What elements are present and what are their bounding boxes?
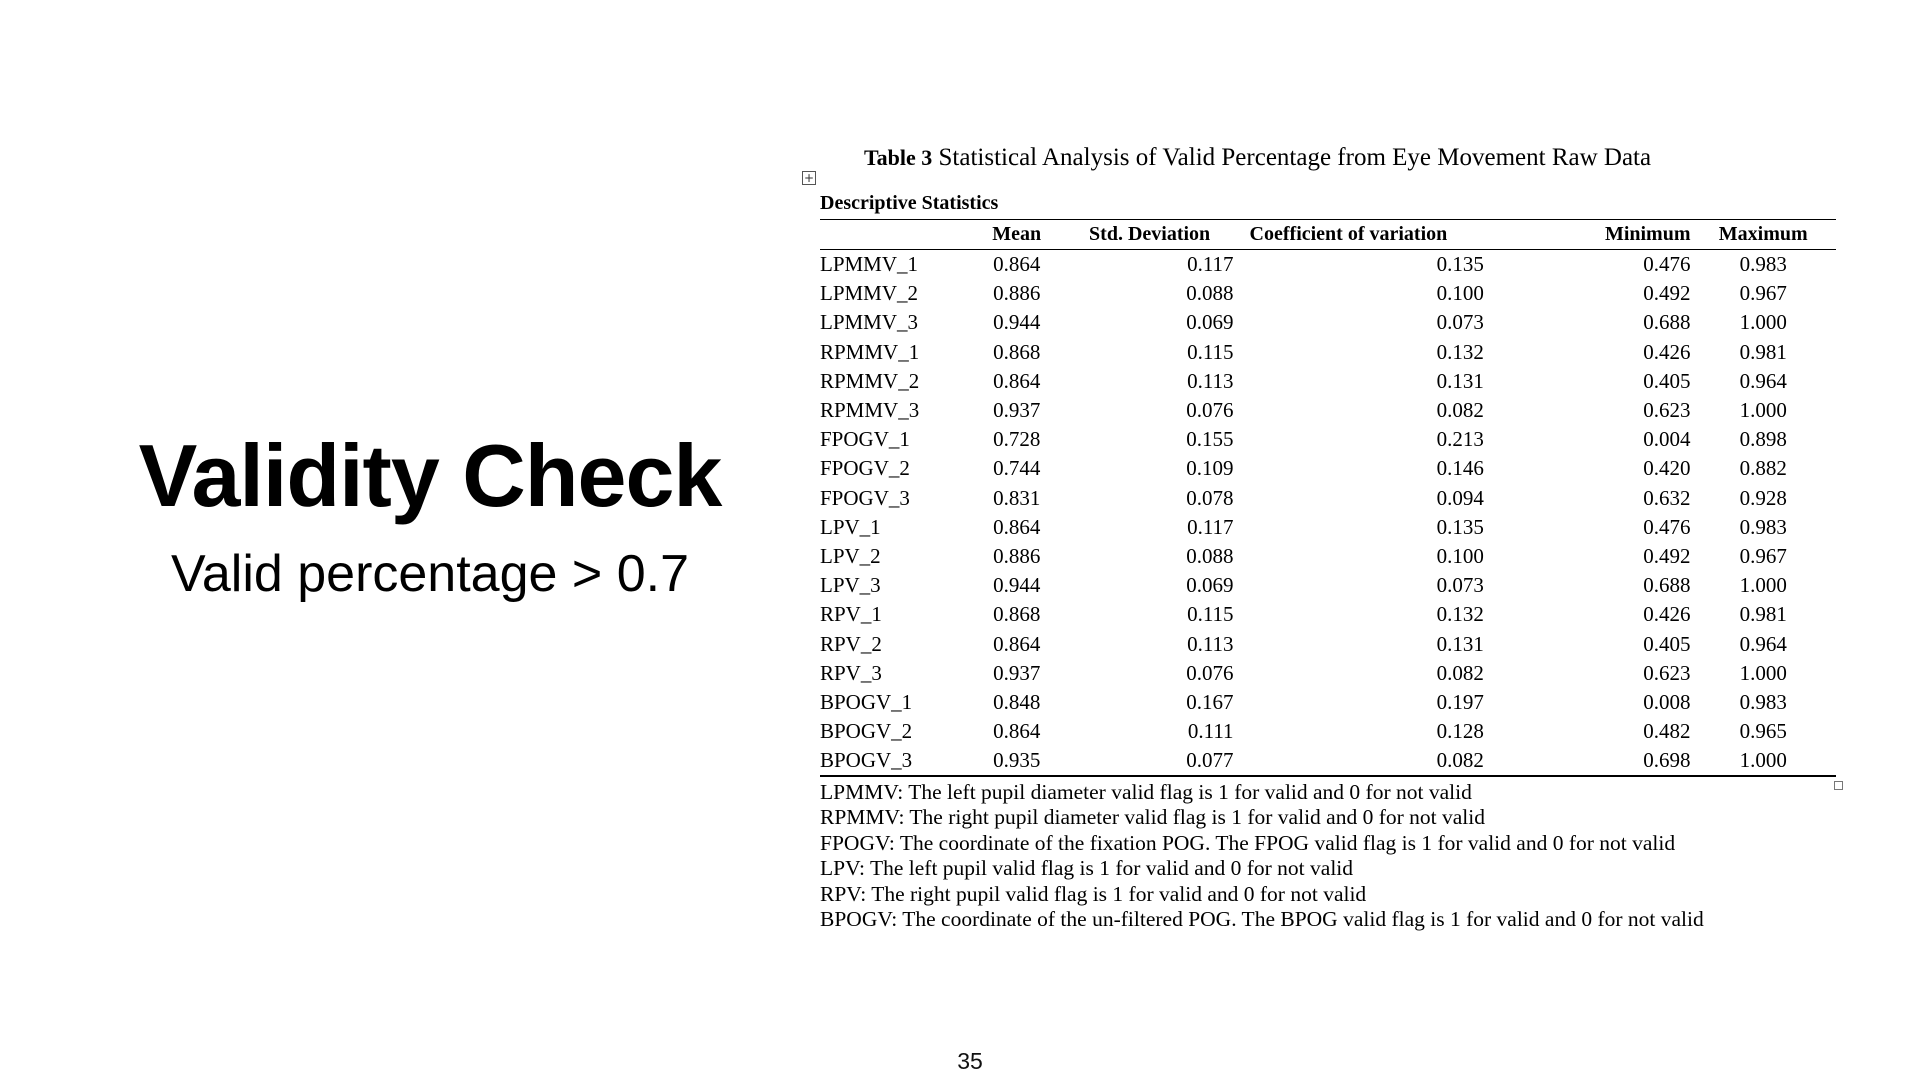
note-line: FPOGV: The coordinate of the fixation POG. The FPOG valid flag is 1 for valid and 0 for not valid	[820, 830, 1676, 855]
cell-std-deviation: 0.167	[1186, 689, 1234, 714]
statistics-table	[820, 219, 1836, 777]
cell-maximum: 0.967	[1739, 281, 1787, 306]
cell-std-deviation: 0.076	[1186, 398, 1234, 423]
cell-minimum: 0.405	[1643, 631, 1691, 656]
cell-variable: FPOGV_1	[820, 427, 910, 452]
cell-coefficient-of-variation: 0.131	[1436, 368, 1484, 393]
cell-variable: FPOGV_2	[820, 456, 910, 481]
section-heading: Descriptive Statistics	[820, 192, 999, 214]
cell-maximum: 1.000	[1739, 660, 1787, 685]
cell-minimum: 0.426	[1643, 339, 1691, 364]
cell-variable: FPOGV_3	[820, 485, 910, 510]
page-number: 35	[957, 1048, 983, 1074]
table-notes	[820, 780, 1704, 932]
column-header-minimum: Minimum	[1484, 220, 1691, 250]
cell-std-deviation: 0.113	[1187, 368, 1234, 393]
cell-maximum: 0.983	[1739, 514, 1787, 539]
cell-variable: LPV_2	[820, 543, 881, 568]
cell-minimum: 0.492	[1643, 543, 1691, 568]
cell-maximum: 1.000	[1691, 746, 1837, 776]
cell-coefficient-of-variation: 0.197	[1436, 689, 1484, 714]
cell-minimum: 0.623	[1643, 660, 1691, 685]
table-caption-number: Table 3	[864, 145, 933, 170]
cell-coefficient-of-variation: 0.132	[1436, 602, 1484, 627]
cell-mean: 0.886	[993, 281, 1041, 306]
cell-mean: 0.744	[993, 456, 1041, 481]
table-row	[820, 425, 1836, 454]
cell-mean: 0.864	[993, 514, 1041, 539]
table-row	[820, 513, 1836, 542]
table-move-handle-icon[interactable]: +	[803, 171, 815, 185]
cell-minimum: 0.405	[1643, 368, 1691, 393]
cell-std-deviation: 0.078	[1186, 485, 1234, 510]
table-row	[820, 367, 1836, 396]
note-line: RPMMV: The right pupil diameter valid flag is 1 for valid and 0 for not valid	[820, 805, 1485, 830]
cell-mean: 0.937	[993, 398, 1041, 423]
table-row	[820, 629, 1836, 658]
table-row	[820, 717, 1836, 746]
cell-maximum: 0.983	[1739, 689, 1787, 714]
cell-coefficient-of-variation: 0.082	[1436, 660, 1484, 685]
cell-std-deviation: 0.069	[1186, 573, 1234, 598]
cell-minimum: 0.482	[1643, 719, 1691, 744]
cell-variable: BPOGV_3	[820, 746, 968, 776]
cell-maximum: 0.964	[1739, 368, 1787, 393]
cell-std-deviation: 0.088	[1186, 281, 1234, 306]
table-row	[820, 454, 1836, 483]
cell-std-deviation: 0.117	[1187, 252, 1234, 277]
cell-maximum: 0.928	[1739, 485, 1787, 510]
cell-minimum: 0.623	[1643, 398, 1691, 423]
cell-variable: RPMMV_2	[820, 368, 920, 393]
cell-minimum: 0.688	[1643, 573, 1691, 598]
cell-coefficient-of-variation: 0.135	[1436, 514, 1484, 539]
table-resize-handle-icon[interactable]	[1834, 781, 1843, 790]
table-row	[820, 308, 1836, 337]
cell-std-deviation: 0.111	[1187, 719, 1234, 744]
cell-mean: 0.937	[993, 660, 1041, 685]
column-header-mean: Mean	[968, 220, 1066, 250]
table-body	[820, 250, 1836, 777]
column-header-coefficient-of-variation: Coefficient of variation	[1234, 220, 1484, 250]
cell-maximum: 1.000	[1739, 310, 1787, 335]
slide-subtitle: Valid percentage > 0.7	[171, 545, 689, 603]
cell-std-deviation: 0.069	[1186, 310, 1234, 335]
cell-variable: LPV_3	[820, 573, 881, 598]
cell-mean: 0.935	[968, 746, 1066, 776]
cell-minimum: 0.426	[1643, 602, 1691, 627]
cell-std-deviation: 0.088	[1186, 543, 1234, 568]
table-caption	[864, 144, 1651, 172]
cell-mean: 0.868	[993, 339, 1041, 364]
column-header-variable	[820, 220, 968, 250]
cell-variable: LPMMV_3	[820, 310, 919, 335]
cell-minimum: 0.632	[1643, 485, 1691, 510]
cell-minimum: 0.492	[1643, 281, 1691, 306]
cell-maximum: 0.981	[1739, 602, 1787, 627]
cell-maximum: 0.898	[1739, 427, 1787, 452]
table-row	[820, 338, 1836, 367]
cell-coefficient-of-variation: 0.146	[1436, 456, 1484, 481]
cell-coefficient-of-variation: 0.100	[1436, 281, 1484, 306]
cell-std-deviation: 0.077	[1066, 746, 1234, 776]
cell-coefficient-of-variation: 0.073	[1436, 573, 1484, 598]
table-row	[820, 688, 1836, 717]
cell-variable: LPMMV_2	[820, 281, 919, 306]
cell-variable: RPV_3	[820, 660, 882, 685]
cell-variable: LPMMV_1	[820, 252, 919, 277]
cell-mean: 0.864	[993, 719, 1041, 744]
cell-coefficient-of-variation: 0.082	[1234, 746, 1484, 776]
cell-mean: 0.728	[993, 427, 1041, 452]
table-header-row	[820, 220, 1836, 250]
table-row	[820, 484, 1836, 513]
table-row	[820, 659, 1836, 688]
cell-minimum: 0.476	[1643, 514, 1691, 539]
note-line: LPV: The left pupil valid flag is 1 for valid and 0 for not valid	[820, 856, 1354, 881]
cell-minimum: 0.008	[1643, 689, 1691, 714]
cell-minimum: 0.420	[1643, 456, 1691, 481]
cell-mean: 0.848	[993, 689, 1041, 714]
cell-variable: BPOGV_1	[820, 689, 913, 714]
table-row	[820, 542, 1836, 571]
cell-maximum: 0.882	[1739, 456, 1787, 481]
cell-maximum: 0.965	[1739, 719, 1787, 744]
cell-maximum: 0.981	[1739, 339, 1787, 364]
cell-maximum: 1.000	[1739, 398, 1787, 423]
note-line: LPMMV: The left pupil diameter valid flag is 1 for valid and 0 for not valid	[820, 780, 1472, 804]
cell-coefficient-of-variation: 0.128	[1436, 719, 1484, 744]
cell-std-deviation: 0.113	[1187, 631, 1234, 656]
table-row	[820, 250, 1836, 280]
cell-std-deviation: 0.109	[1186, 456, 1234, 481]
cell-coefficient-of-variation: 0.131	[1436, 631, 1484, 656]
cell-std-deviation: 0.115	[1187, 602, 1234, 627]
table-row	[820, 746, 1836, 776]
cell-std-deviation: 0.155	[1186, 427, 1234, 452]
cell-coefficient-of-variation: 0.213	[1436, 427, 1484, 452]
note-line: RPV: The right pupil valid flag is 1 for valid and 0 for not valid	[820, 881, 1367, 906]
cell-variable: RPMMV_3	[820, 398, 920, 423]
cell-mean: 0.944	[993, 573, 1041, 598]
cell-variable: RPMMV_1	[820, 339, 920, 364]
cell-std-deviation: 0.117	[1187, 514, 1234, 539]
cell-coefficient-of-variation: 0.132	[1436, 339, 1484, 364]
table-row	[820, 279, 1836, 308]
cell-std-deviation: 0.076	[1186, 660, 1234, 685]
cell-std-deviation: 0.115	[1187, 339, 1234, 364]
cell-minimum: 0.688	[1643, 310, 1691, 335]
cell-coefficient-of-variation: 0.073	[1436, 310, 1484, 335]
cell-variable: RPV_2	[820, 631, 882, 656]
cell-mean: 0.864	[993, 368, 1041, 393]
cell-minimum: 0.476	[1643, 252, 1691, 277]
cell-mean: 0.864	[993, 631, 1041, 656]
cell-minimum: 0.698	[1484, 746, 1691, 776]
cell-mean: 0.868	[993, 602, 1041, 627]
cell-mean: 0.831	[993, 485, 1041, 510]
table-caption-text: Statistical Analysis of Valid Percentage from Eye Movement Raw Data	[932, 144, 1652, 171]
cell-variable: RPV_1	[820, 602, 882, 627]
slide-title: Validity Check	[138, 426, 722, 525]
cell-mean: 0.864	[993, 252, 1041, 277]
cell-coefficient-of-variation: 0.082	[1436, 398, 1484, 423]
cell-maximum: 0.983	[1739, 252, 1787, 277]
cell-maximum: 0.967	[1739, 543, 1787, 568]
cell-variable: LPV_1	[820, 514, 881, 539]
cell-coefficient-of-variation: 0.100	[1436, 543, 1484, 568]
cell-minimum: 0.004	[1643, 427, 1691, 452]
table-row	[820, 600, 1836, 629]
cell-coefficient-of-variation: 0.094	[1436, 485, 1484, 510]
column-header-std-deviation: Std. Deviation	[1066, 220, 1234, 250]
cell-mean: 0.886	[993, 543, 1041, 568]
cell-maximum: 0.964	[1739, 631, 1787, 656]
note-line: BPOGV: The coordinate of the un-filtered POG. The BPOG valid flag is 1 for valid and 0 for not valid	[820, 907, 1704, 932]
cell-variable: BPOGV_2	[820, 719, 913, 744]
column-header-maximum: Maximum	[1691, 220, 1837, 250]
table-row	[820, 571, 1836, 600]
cell-mean: 0.944	[993, 310, 1041, 335]
table-row	[820, 396, 1836, 425]
cell-maximum: 1.000	[1739, 573, 1787, 598]
cell-coefficient-of-variation: 0.135	[1436, 252, 1484, 277]
